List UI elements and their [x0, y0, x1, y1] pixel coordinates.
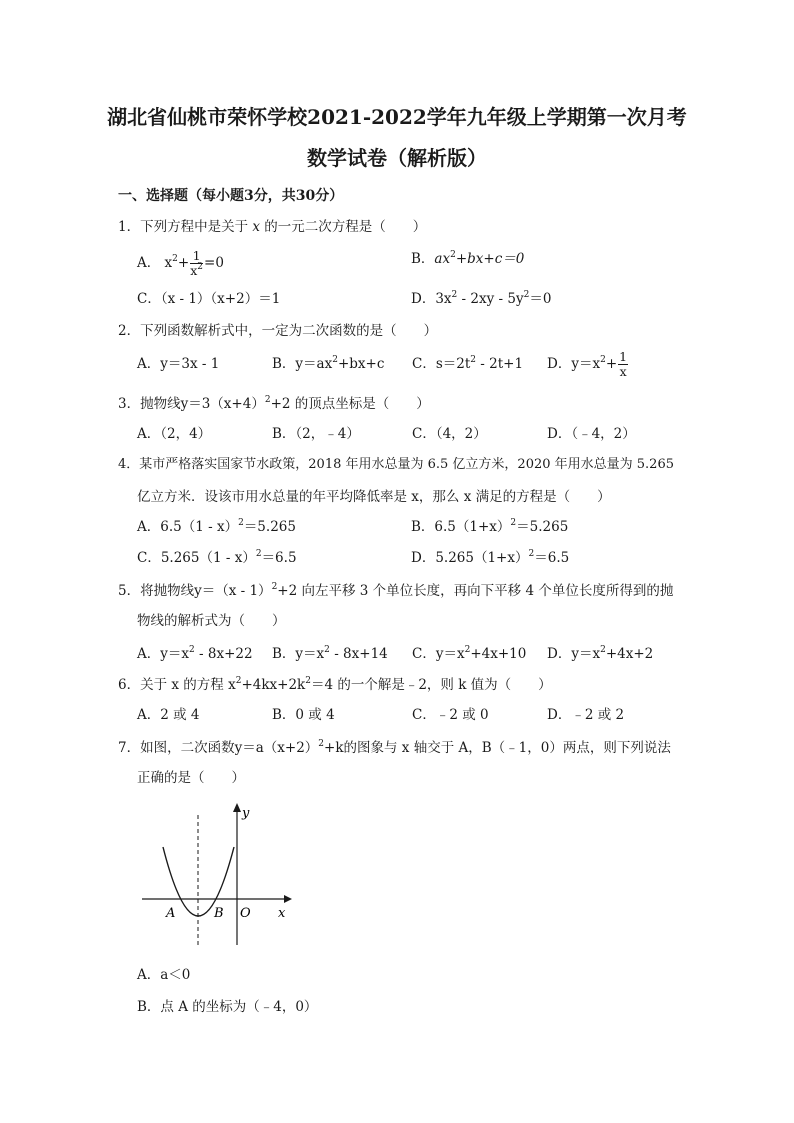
q2-option-d-exp: 2: [600, 355, 606, 365]
q7-line1-exp: 2: [318, 739, 325, 749]
q1-option-d-e1: 2: [451, 290, 458, 300]
q4-option-c[interactable]: [137, 549, 297, 567]
q4-option-c-exp: 2: [255, 549, 262, 559]
q4-stem-line1: 4．某市严格落实国家节水政策，2018 年用水总量为 6.5 亿立方米，2020 年用水总量为 5.265: [118, 457, 674, 472]
q5-line1-pre: 5．将抛物线y＝（x - 1）: [118, 583, 272, 599]
q4-option-a[interactable]: [137, 518, 296, 536]
q1-option-a-exp: 2: [172, 254, 178, 264]
q5-line1-post: +2 向左平移 3 个单位长度，再向下平移 4 个单位长度所得到的抛: [277, 583, 674, 599]
q1-option-b-rest: +bx+c＝0: [455, 251, 525, 267]
q2-option-d-fraction: [618, 350, 628, 379]
q1-option-b[interactable]: [411, 250, 524, 268]
section-heading: 一、选择题（每小题3分，共30分）: [118, 188, 344, 204]
q3-stem-pre: 3．抛物线y＝3（x+4）: [118, 396, 265, 412]
q7-x-axis-arrow: [284, 895, 292, 903]
q5-option-b-pre: B．y＝x: [272, 646, 325, 662]
q5-option-c-pre: C．y＝x: [412, 646, 465, 662]
q2-option-c[interactable]: [412, 355, 523, 373]
q1-option-a-plus: +: [177, 255, 190, 271]
q1-option-d-p1: 3x: [435, 291, 452, 307]
q7-x-label: x: [278, 906, 286, 921]
q7-stem-line2: 正确的是（ ）: [137, 770, 245, 786]
q7-y-axis-arrow: [233, 803, 241, 812]
q1-option-c[interactable]: C．（x - 1）（x+2）＝1: [137, 291, 281, 307]
q2-option-d-pre: D．y＝x: [547, 356, 601, 372]
q4-option-d[interactable]: [411, 549, 569, 567]
q4-option-b-pre: B．6.5（1+x）: [411, 519, 511, 535]
q5-option-c[interactable]: [412, 645, 526, 663]
q6-stem-post: ＝4 的一个解是﹣2，则 k 值为（ ）: [310, 677, 552, 693]
q7-option-a[interactable]: A．a＜0: [137, 967, 191, 983]
q5-line1-exp: 2: [271, 582, 278, 592]
q7-point-a-label: A: [166, 906, 176, 921]
q5-option-a-exp: 2: [189, 645, 195, 655]
q1-option-a-num: 1: [190, 249, 203, 264]
q2-option-d[interactable]: [547, 348, 629, 380]
q2-option-b[interactable]: [272, 355, 384, 373]
q3-option-c[interactable]: C．（4，2）: [412, 426, 487, 442]
q2-option-a[interactable]: A．y＝3x - 1: [137, 356, 220, 372]
q1-option-a-den-base: x: [190, 263, 198, 278]
q5-option-c-exp: 2: [464, 645, 471, 655]
q3-option-a[interactable]: A．（2，4）: [137, 426, 212, 442]
q6-stem-pre: 6．关于 x 的方程 x: [118, 677, 236, 693]
q1-option-b-text: ax: [434, 251, 451, 267]
q4-option-b-post: ＝5.265: [516, 519, 569, 535]
q1-option-a-eq: =0: [204, 255, 224, 271]
q3-stem: [118, 395, 430, 413]
q1-option-d-p2: - 2xy - 5y: [457, 291, 524, 307]
q1-option-b-label: B．: [411, 251, 435, 267]
document-title-line2: 数学试卷（解析版）: [307, 146, 487, 170]
q5-option-d-pre: D．y＝x: [547, 646, 601, 662]
q2-option-c-exp: 2: [470, 355, 477, 365]
q4-option-b[interactable]: [411, 518, 568, 536]
q2-option-c-post: - 2t+1: [476, 356, 524, 372]
q4-option-c-post: ＝6.5: [261, 550, 297, 566]
q6-stem-mid: +4kx+2k: [241, 677, 306, 693]
q4-option-d-pre: D．5.265（1+x）: [411, 550, 529, 566]
q2-option-b-pre: B．y＝ax: [272, 356, 333, 372]
q5-stem-line2: 物线的解析式为（ ）: [137, 613, 286, 629]
q1-stem-b: 的一元二次方程是（ ）: [260, 219, 427, 235]
q5-option-d-post: +4x+2: [605, 646, 654, 662]
q4-option-d-post: ＝6.5: [534, 550, 570, 566]
q5-option-b[interactable]: [272, 645, 388, 663]
q4-option-b-exp: 2: [510, 518, 517, 528]
q1-option-d-e2: 2: [523, 290, 530, 300]
q1-option-a-label: A．: [137, 255, 161, 271]
q3-stem-post: +2 的顶点坐标是（ ）: [270, 396, 430, 412]
q6-option-a[interactable]: A．2 或 4: [137, 707, 200, 723]
q6-stem: [118, 676, 552, 694]
q2-option-d-den: x: [619, 364, 627, 379]
q5-option-d-exp: 2: [600, 645, 606, 655]
q4-option-a-pre: A．6.5（1 - x）: [137, 519, 239, 535]
q5-stem-line1: [118, 582, 673, 600]
q3-stem-exp: 2: [264, 395, 271, 405]
q4-option-c-pre: C．5.265（1 - x）: [137, 550, 256, 566]
q7-line1-post: +k的图象与 x 轴交于 A，B（﹣1，0）两点，则下列说法: [324, 740, 671, 756]
q5-option-c-post: +4x+10: [470, 646, 527, 662]
q7-origin-label: O: [240, 906, 251, 921]
q4-option-d-exp: 2: [528, 549, 535, 559]
q7-option-b[interactable]: B．点 A 的坐标为（﹣4，0）: [137, 999, 318, 1015]
q5-option-a-post: - 8x+22: [194, 646, 253, 662]
q7-y-label: y: [242, 806, 250, 821]
q1-stem-a: 1．下列方程中是关于: [118, 219, 253, 235]
q1-stem-var: x: [252, 219, 261, 235]
q5-option-b-exp: 2: [324, 645, 330, 655]
q6-option-c[interactable]: C．﹣2 或 0: [412, 707, 489, 723]
q7-point-b-label: B: [214, 906, 224, 921]
q4-option-a-exp: 2: [238, 518, 244, 528]
q6-option-d[interactable]: D．﹣2 或 2: [547, 707, 625, 723]
q1-option-a[interactable]: [137, 247, 224, 279]
q6-option-b[interactable]: B．0 或 4: [272, 707, 335, 723]
q1-option-a-fraction: [190, 249, 203, 278]
q4-stem-line2: 亿立方米．设该市用水总量的年平均降低率是 x，那么 x 满足的方程是（ ）: [137, 489, 611, 505]
q1-option-d[interactable]: [411, 290, 551, 308]
q5-option-d[interactable]: [547, 645, 653, 663]
q3-option-d[interactable]: D．（﹣4，2）: [547, 426, 636, 442]
q6-stem-exp2: 2: [305, 676, 311, 686]
q1-option-b-exp: 2: [450, 250, 456, 260]
q2-option-c-pre: C．s＝2t: [412, 356, 471, 372]
q6-stem-exp1: 2: [235, 676, 242, 686]
q1-option-a-den-exp: 2: [197, 262, 204, 272]
q1-option-a-base: x: [164, 255, 173, 271]
q2-stem: 2．下列函数解析式中，一定为二次函数的是（ ）: [118, 323, 438, 339]
q1-option-d-p3: ＝0: [529, 291, 552, 307]
q7-parabola-graph: [130, 795, 300, 955]
q3-option-b[interactable]: B．（2，﹣4）: [272, 426, 360, 442]
q2-option-d-plus: +: [605, 356, 618, 372]
document-title-line1: 湖北省仙桃市荣怀学校2021-2022学年九年级上学期第一次月考: [107, 105, 687, 129]
q4-option-a-post: ＝5.265: [243, 519, 296, 535]
q1-option-d-label: D．: [411, 291, 436, 307]
q2-option-b-post: +bx+c: [337, 356, 385, 372]
q1-option-a-den: [190, 264, 203, 278]
q2-option-b-exp: 2: [332, 355, 338, 365]
q5-option-a[interactable]: [137, 645, 253, 663]
q2-option-d-num: 1: [619, 349, 628, 364]
q7-line1-pre: 7．如图，二次函数y＝a（x+2）: [118, 740, 319, 756]
q1-stem: [118, 218, 426, 236]
q7-stem-line1: [118, 739, 671, 757]
q5-option-b-post: - 8x+14: [329, 646, 388, 662]
q5-option-a-pre: A．y＝x: [137, 646, 189, 662]
